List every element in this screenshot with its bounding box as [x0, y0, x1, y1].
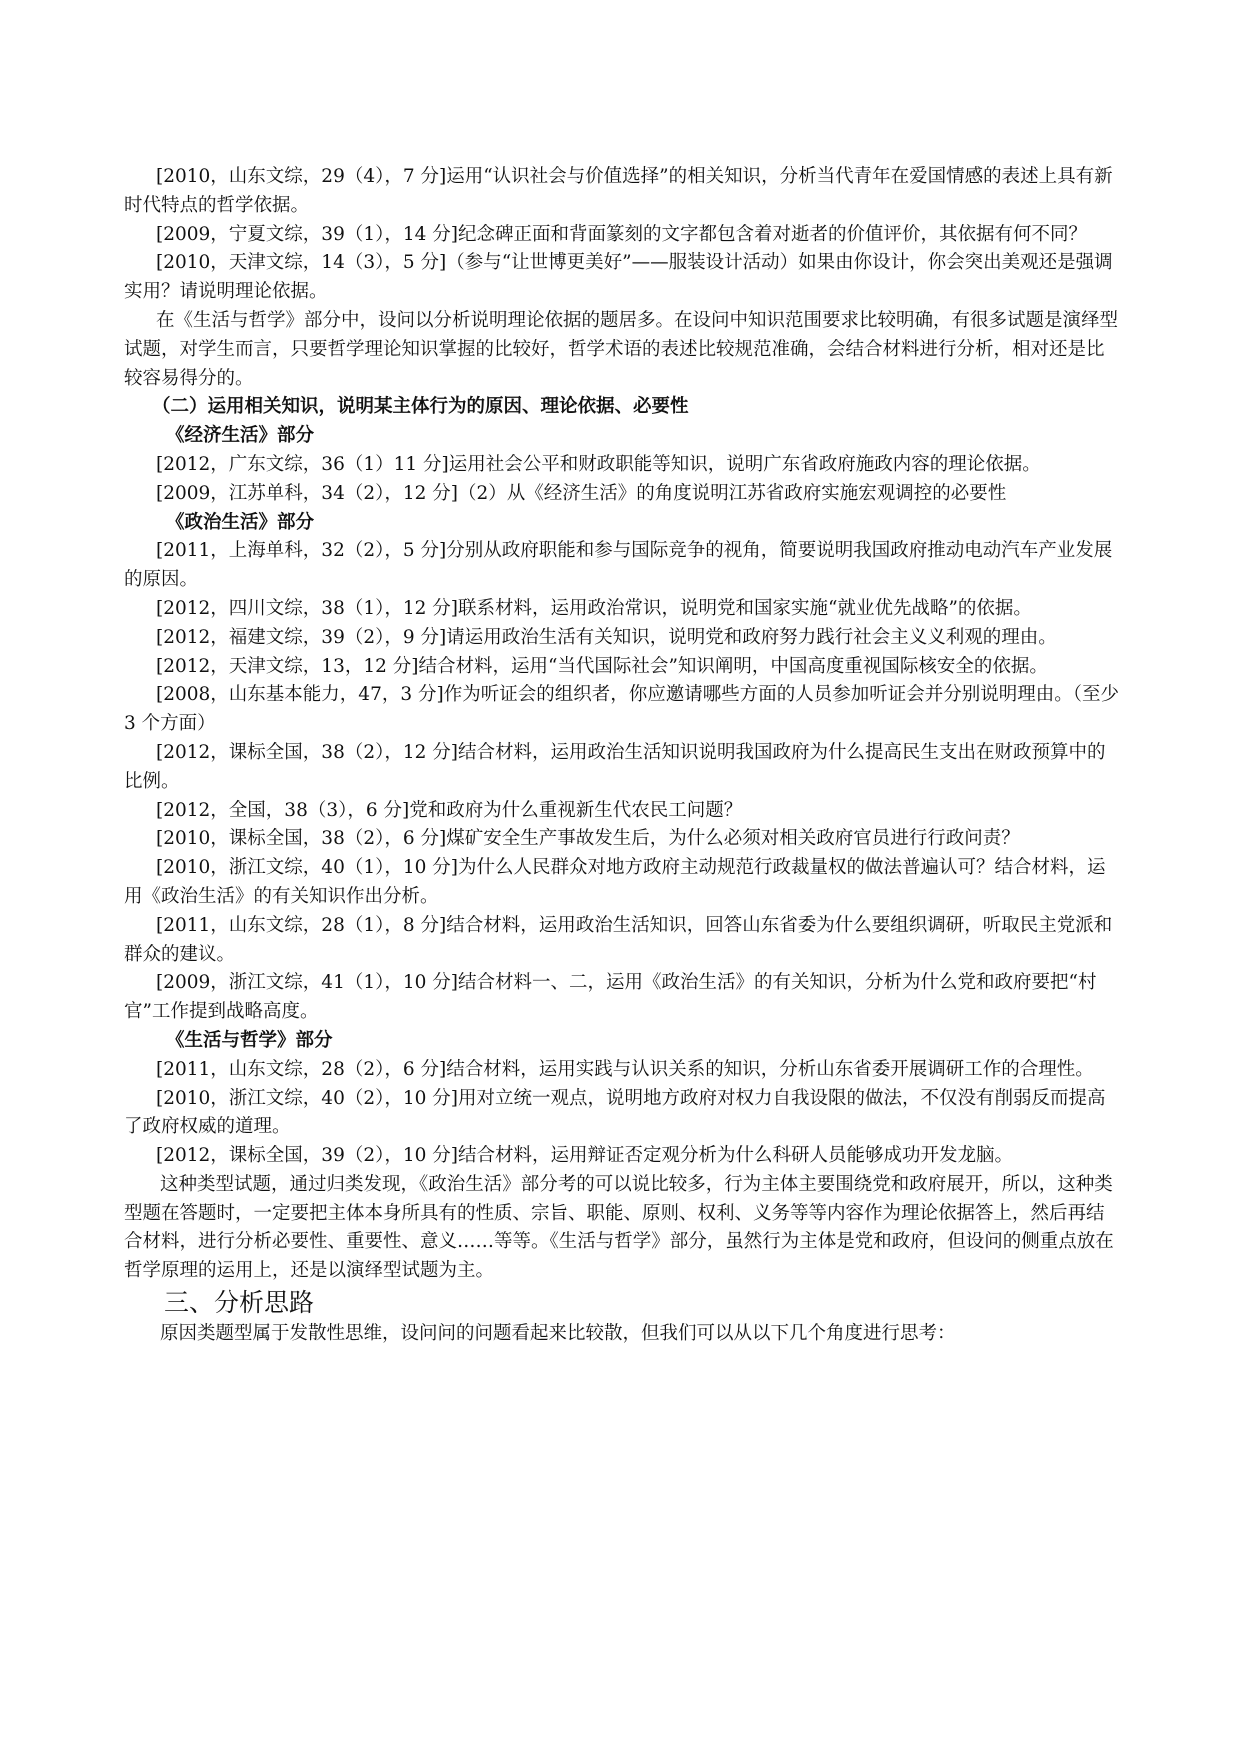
paragraph: [2010，天津文综，14（3），5 分]（参与“让世博更美好”——服装设计活动）如果由你设计，你会突出美观还是强调实用？请说明理论依据。 [124, 252, 1113, 303]
question-item: [2011，上海单科，32（2），5 分]分别从政府职能和参与国际竞争的视角，简要说明我国政府推动电动汽车产业发展的原因。 [124, 540, 1113, 591]
paragraph: 在《生活与哲学》部分中，设问以分析说明理论依据的题居多。在设问中知识范围要求比较明确，有很多试题是演绎型试题，对学生而言，只要哲学理论知识掌握的比较好，哲学术语的表述比较规范准确，会结合材料进行分析，相对还是比较容易得分的。 [124, 309, 1119, 389]
paragraph: [2009，宁夏文综，39（1），14 分]纪念碑正面和背面篆刻的文字都包含着对逝者的价值评价，其依据有何不同？ [156, 223, 1088, 245]
question-item: [2010，浙江文综，40（2），10 分]用对立统一观点，说明地方政府对权力自我设限的做法，不仅没有削弱反而提高了政府权威的道理。 [124, 1087, 1106, 1138]
paragraph: 原因类题型属于发散性思维，设问问的问题看起来比较散，但我们可以从以下几个角度进行思考： [160, 1323, 956, 1345]
question-item: [2012，天津文综，13，12 分]结合材料，运用“当代国际社会”知识阐明，中国高度重视国际核安全的依据。 [156, 655, 1048, 677]
question-item: [2012，广东文综，36（1）11 分]运用社会公平和财政职能等知识，说明广东省政府施政内容的理论依据。 [156, 453, 1041, 475]
question-item: [2012，课标全国，38（2），12 分]结合材料，运用政治生活知识说明我国政府为什么提高民生支出在财政预算中的比例。 [124, 741, 1106, 792]
question-item: [2011，山东文综，28（2），6 分]结合材料，运用实践与认识关系的知识，分析山东省委开展调研工作的合理性。 [156, 1058, 1094, 1080]
document-body [124, 163, 1122, 1349]
section-heading: （二）运用相关知识，说明某主体行为的原因、理论依据、必要性 [152, 396, 689, 418]
question-item: [2012，四川文综，38（1），12 分]联系材料，运用政治常识，说明党和国家实施“就业优先战略”的依据。 [156, 597, 1032, 619]
subsection-title-economics: 《经济生活》部分 [166, 425, 315, 447]
question-item: [2008，山东基本能力，47，3 分]作为听证会的组织者，你应邀请哪些方面的人员参加听证会并分别说明理由。（至少 3 个方面） [124, 684, 1119, 735]
subsection-title-philosophy: 《生活与哲学》部分 [166, 1029, 333, 1051]
question-item: [2010，课标全国，38（2），6 分]煤矿安全生产事故发生后，为什么必须对相关政府官员进行行政问责？ [156, 828, 1020, 850]
subsection-title-politics: 《政治生活》部分 [166, 511, 315, 533]
question-item: [2012，课标全国，39（2），10 分]结合材料，运用辩证否定观分析为什么科研人员能够成功开发龙脑。 [156, 1145, 1014, 1167]
question-item: [2009，浙江文综，41（1），10 分]结合材料一、二，运用《政治生活》的有关知识，分析为什么党和政府要把“村官”工作提到战略高度。 [124, 972, 1097, 1023]
question-item: [2011，山东文综，28（1），8 分]结合材料，运用政治生活知识，回答山东省委为什么要组织调研，听取民主党派和群众的建议。 [124, 914, 1113, 965]
paragraph: [2010，山东文综，29（4），7 分]运用“认识社会与价值选择”的相关知识，分析当代青年在爱国情感的表述上具有新时代特点的哲学依据。 [124, 166, 1113, 216]
question-item: [2012，福建文综，39（2），9 分]请运用政治生活有关知识，说明党和政府努力践行社会主义义利观的理由。 [156, 626, 1057, 648]
summary-paragraph: 这种类型试题，通过归类发现，《政治生活》部分考的可以说比较多，行为主体主要围绕党和政府展开，所以，这种类型题在答题时，一定要把主体本身所具有的性质、宗旨、职能、原则、权利、义务等等内容作为理论依据答上，然后再结合材料，进行分析必要性、重要性、意义……等等。《生活与哲学》部分，虽然行为主体是党和政府，但设问的侧重点放在哲学原理的运用上，还是以演绎型试题为主。 [124, 1173, 1114, 1282]
question-item: [2009，江苏单科，34（2），12 分]（2）从《经济生活》的角度说明江苏省政府实施宏观调控的必要性 [156, 482, 1007, 504]
question-item: [2010，浙江文综，40（1），10 分]为什么人民群众对地方政府主动规范行政裁量权的做法普遍认可？结合材料，运用《政治生活》的有关知识作出分析。 [124, 857, 1106, 907]
section-heading-analysis: 三、分析思路 [164, 1288, 315, 1318]
question-item: [2012，全国，38（3），6 分]党和政府为什么重视新生代农民工问题？ [156, 799, 743, 821]
